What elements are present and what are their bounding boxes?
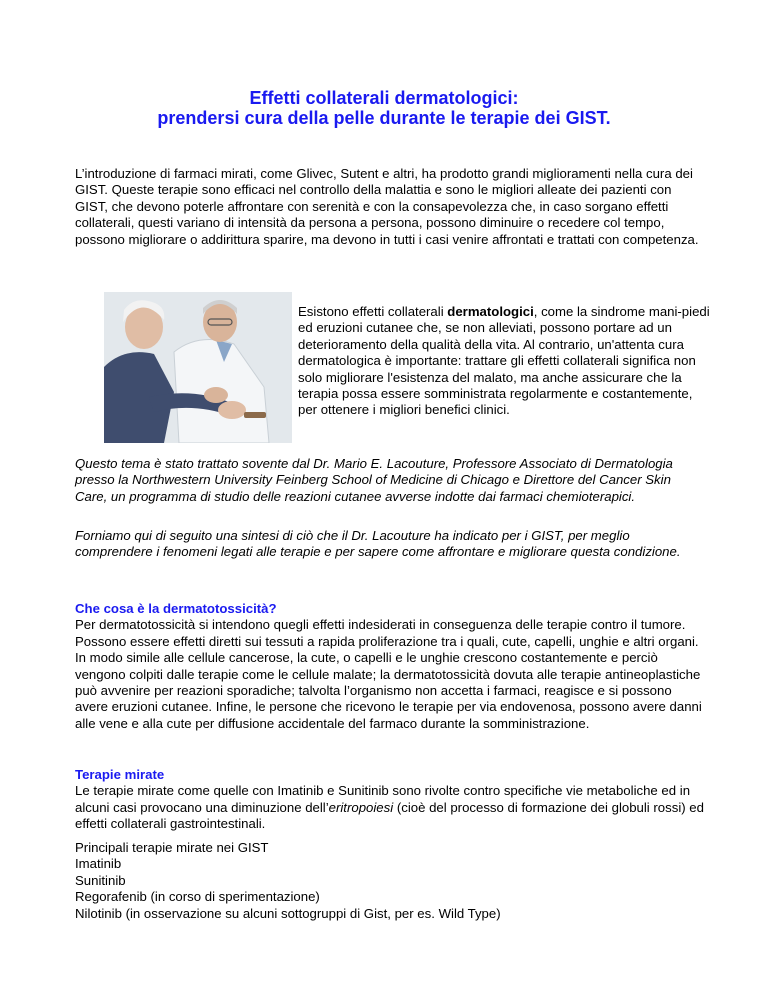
therapy-list	[75, 840, 705, 922]
side-text-bold: dermatologici	[447, 304, 534, 319]
section2-body	[75, 783, 705, 832]
title-line-2: prendersi cura della pelle durante le terapie dei GIST.	[157, 108, 611, 128]
list-item: Sunitinib	[75, 872, 126, 888]
section2-body-post: (cioè del processo di formazione dei globuli rossi) ed effetti collaterali gastrointestinali.	[75, 799, 704, 832]
figure-side-paragraph	[298, 304, 710, 419]
section1-body: Per dermatotossicità si intendono quegli effetti indesiderati in conseguenza delle terapie contro il tumore. Possono essere effetti diretti sui tessuti a rapida proliferazione tra i quali, cute, capelli, unghie e altri organi. In modo simile alle cellule cancerose, la cute, o capelli e le unghie crescono costantemente e perciò vengono colpiti dalle terapie come le cellule malate; la dermatotossicità dovuta alle terapie antineoplastiche può avvenire per reazioni sporadiche; talvolta l’organismo non accetta i farmaci, reagisce e si possono avere eruzioni cutanee. Infine, le persone che ricevono le terapie per via endovenosa, possono avere danni alle vene e alla cute per diffusione accidentale del farmaco durante la somministrazione.	[75, 617, 702, 731]
section-dermatotossicita	[75, 601, 705, 732]
section2-heading: Terapie mirate	[75, 767, 165, 782]
side-text-post: , come la sindrome mani-piedi ed eruzioni cutanee che, se non alleviati, possono portare ad un deterioramento della qualità della vita. Al contrario, un'attenta cura dermatologica è importante: trattare gli effetti collaterali significa non solo migliorare l'esistenza del malato, ma anche assicurare che la terapia possa essere somministrata regolarmente e costantemente, per ottenere i migliori benefici clinici.	[298, 304, 710, 418]
list-item: Imatinib	[75, 856, 122, 872]
therapy-list-title: Principali terapie mirate nei GIST	[75, 840, 269, 855]
list-item: Nilotinib (in osservazione su alcuni sottogruppi di Gist, per es. Wild Type)	[75, 905, 501, 921]
section1-heading: Che cosa è la dermatotossicità?	[75, 601, 277, 616]
side-text-pre: Esistono effetti collaterali	[298, 304, 448, 319]
intro-paragraph: L’introduzione di farmaci mirati, come Glivec, Sutent e altri, ha prodotto grandi miglioramenti nella cura dei GIST. Queste terapie sono efficaci nel controllo della malattia e sono le migliori alleate dei pazienti con GIST, che devono poterle affrontare con serenità e con la consapevolezza che, in caso sorgano effetti collaterali, questi variano di intensità da persona a persona, possono diminuire o recedere col tempo, possono migliorare o addirittura sparire, ma devono in tutti i casi venire affrontati e trattati con competenza.	[75, 166, 699, 247]
italic-paragraph-2: Forniamo qui di seguito una sintesi di ciò che il Dr. Lacouture ha indicato per i GIST, per meglio comprendere i fenomeni legati alle terapie e per sapere come affrontare e migliorare questa condizione.	[75, 528, 681, 560]
photo-illustration	[104, 292, 292, 443]
section2-body-italic: eritropoiesi	[328, 799, 394, 815]
italic-paragraph-1: Questo tema è stato trattato sovente dal Dr. Mario E. Lacouture, Professore Associato di Dermatologia presso la Northwestern University Feinberg School of Medicine di Chicago e Direttore del Cancer Skin Care, un programma di studio delle reazioni cutanee avverse indotte dai farmaci chemioterapici.	[75, 456, 673, 504]
doctor-patient-photo	[104, 292, 292, 443]
title-line-1: Effetti collaterali dermatologici:	[249, 88, 519, 108]
section2-body-pre: Le terapie mirate come quelle con Imatinib e Sunitinib sono rivolte contro specifiche vie metaboliche ed in alcuni casi provocano una diminuzione dell’	[75, 783, 691, 815]
list-item: Regorafenib (in corso di sperimentazione)	[75, 889, 320, 905]
document-title	[0, 88, 768, 128]
section-terapie-mirate	[75, 767, 705, 833]
